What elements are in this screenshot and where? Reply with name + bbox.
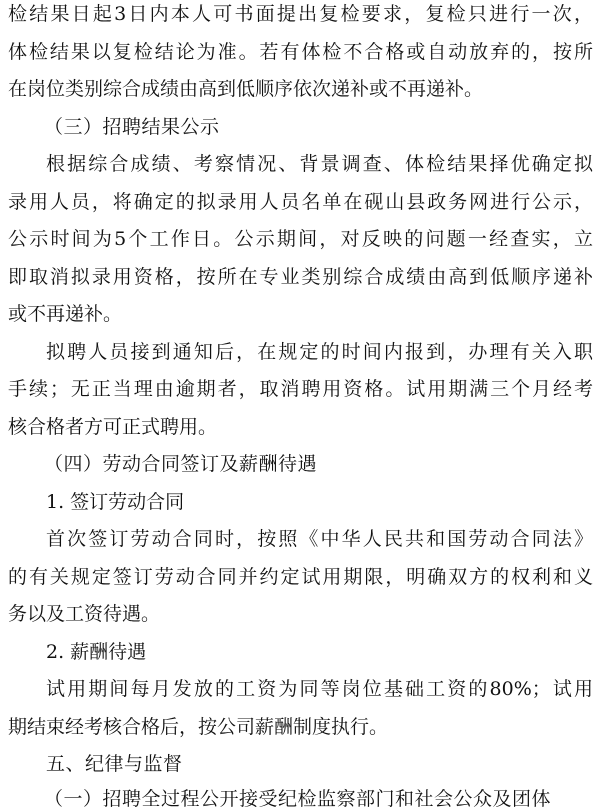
body-text-line: 核合格者方可正式聘用。	[8, 416, 218, 438]
section-heading: （四）劳动合同签订及薪酬待遇	[44, 453, 318, 475]
body-text-line: 的有关规定签订劳动合同并约定试用期限，明确双方的权利和义	[8, 566, 593, 588]
body-text-line: 录用人员，将确定的拟录用人员名单在砚山县政务网进行公示，	[8, 191, 593, 213]
body-text-line: 首次签订劳动合同时，按照《中华人民共和国劳动合同法》	[46, 528, 593, 550]
body-text-line: 体检结果以复检结论为准。若有体检不合格或自动放弃的，按所	[8, 41, 593, 63]
body-text-line: 试用期间每月发放的工资为同等岗位基础工资的80%；试用	[46, 678, 593, 700]
body-text-line: 检结果日起3日内本人可书面提出复检要求，复检只进行一次，	[8, 3, 593, 25]
body-text-line: 在岗位类别综合成绩由高到低顺序依次递补或不再递补。	[8, 78, 484, 100]
body-text-line: 公示时间为5个工作日。公示期间，对反映的问题一经查实，立	[8, 228, 593, 250]
section-heading: （一）招聘全过程公开接受纪检监察部门和社会公众及团体	[44, 788, 552, 810]
body-text-line: 期结束经考核合格后，按公司薪酬制度执行。	[8, 716, 389, 738]
body-text-line: 即取消拟录用资格，按所在专业类别综合成绩由高到低顺序递补	[8, 266, 593, 288]
section-heading: （三）招聘结果公示	[44, 116, 220, 138]
chapter-heading: 五、纪律与监督	[46, 753, 183, 775]
subsection-heading: 1. 签订劳动合同	[46, 491, 185, 513]
body-text-line: 或不再递补。	[8, 303, 123, 325]
subsection-heading: 2. 薪酬待遇	[46, 641, 147, 663]
body-text-line: 务以及工资待遇。	[8, 603, 161, 625]
body-text-line: 手续；无正当理由逾期者，取消聘用资格。试用期满三个月经考	[8, 378, 593, 400]
body-text-line: 拟聘人员接到通知后，在规定的时间内报到，办理有关入职	[46, 341, 593, 363]
body-text-line: 根据综合成绩、考察情况、背景调查、体检结果择优确定拟	[46, 153, 593, 175]
